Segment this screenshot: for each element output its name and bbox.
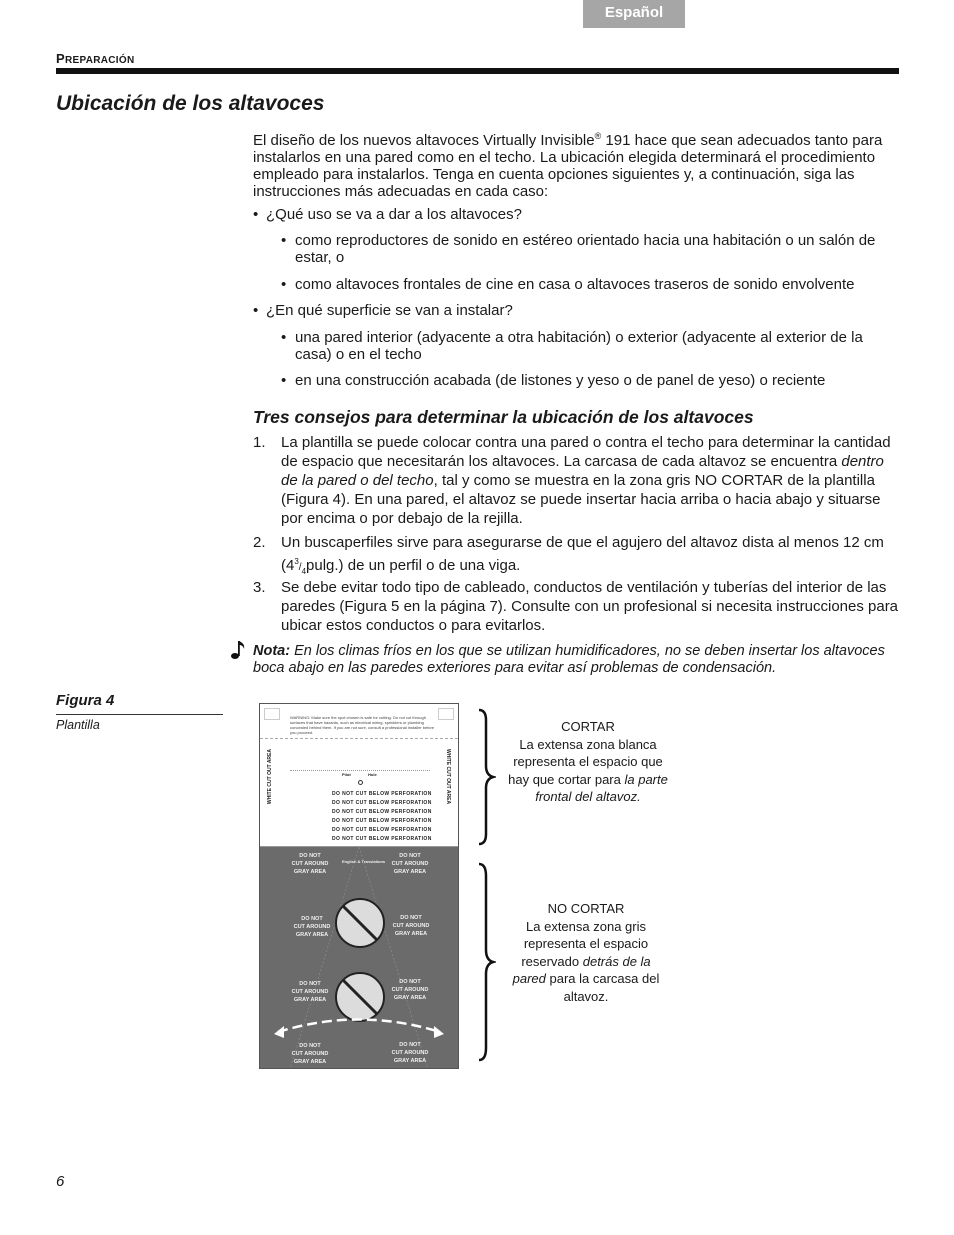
template-warning: WARNING: Make sure the spot chosen is safe for cutting. Do not cut through surfaces that have hazards, such as electrical wiring, sprinklers or plumbing concealed behind them. If you are not sure, consult a professional installer before you proceed. — [290, 715, 435, 735]
step-1-number: 1. — [253, 434, 266, 451]
white-out-area-left: WHITE CUT OUT AREA — [267, 749, 273, 805]
bullet-q2a: • una pared interior (adyacente a otra habitación) o exterior (adyacente al exterior de la casa) o en el techo — [281, 329, 863, 363]
do-not-cut-line: DO NOT CUT BELOW PERFORATION — [332, 818, 432, 824]
language-tab[interactable]: Español — [583, 0, 685, 28]
hole-label: Hole — [368, 772, 377, 777]
white-out-area-right: WHITE CUT OUT AREA — [445, 749, 451, 805]
gray-label-lower-left: DO NOT CUT AROUND GRAY AREA — [291, 981, 329, 1003]
template-brand: English & Translations — [342, 859, 386, 864]
figure-caption: Plantilla — [56, 718, 100, 732]
subheading: Tres consejos para determinar la ubicación de los altavoces — [253, 407, 754, 427]
pilot-label: Pilot — [342, 772, 351, 777]
gray-label-top-left: DO NOT CUT AROUND GRAY AREA — [291, 853, 329, 875]
template-illustration — [259, 703, 459, 1069]
do-not-cut-line: DO NOT CUT BELOW PERFORATION — [332, 809, 432, 815]
gray-label-mid-right: DO NOT CUT AROUND GRAY AREA — [392, 915, 430, 937]
brace-cut-icon — [476, 708, 496, 846]
corner-mark — [264, 708, 280, 720]
do-not-cut-line: DO NOT CUT BELOW PERFORATION — [332, 836, 432, 842]
intro-paragraph: El diseño de los nuevos altavoces Virtually Invisible® 191 hace que sean adecuados tanto para instalarlos en una pared como en el techo. La ubicación elegida determinará el procedimiento empleado para instalarlos. Tenga en cuenta opciones siguientes y, a continuación, siga las instrucciones más adecuadas en cada caso: — [253, 131, 883, 200]
music-note-icon — [230, 640, 246, 660]
step-3-number: 3. — [253, 579, 266, 596]
gray-label-top-right: DO NOT CUT AROUND GRAY AREA — [391, 853, 429, 875]
corner-mark — [438, 708, 454, 720]
callout-cut: CORTAR La extensa zona blanca representa el espacio que hay que cortar para la parte frontal del altavoz. — [508, 719, 668, 804]
figure-title: Figura 4 — [56, 692, 115, 709]
note-text: Nota: En los climas fríos en los que se utilizan humidificadores, no se deben insertar los altavoces boca abajo en las paredes exteriores para evitar así problemas de condensación. — [253, 643, 885, 676]
page-title: Ubicación de los altavoces — [56, 92, 325, 115]
bullet-q2b: • en una construcción acabada (de listones y yeso o de panel de yeso) o reciente — [281, 372, 826, 389]
step-1-text: La plantilla se puede colocar contra una pared o contra el techo para determinar la cantidad de espacio que necesitarán los altavoces. La carcasa de cada altavoz se encuentra dentro de la pared o del techo, tal y como se muestra en la zona gris NO CORTAR de la plantilla (Figura 4). En una pared, el altavoz se puede insertar hacia arriba o hacia abajo y situarse por encima o por debajo de la rejilla. — [281, 434, 891, 527]
brace-nocut-icon — [476, 862, 496, 1062]
do-not-cut-line: DO NOT CUT BELOW PERFORATION — [332, 791, 432, 797]
step-3-text: Se debe evitar todo tipo de cableado, conductos de ventilación y tuberías del interior de las paredes (Figura 5 en la página 7). Consulte con un profesional si necesita instrucciones para ubicar estos conductos o para evitarlos. — [281, 579, 899, 634]
gray-label-lower-right: DO NOT CUT AROUND GRAY AREA — [391, 979, 429, 1001]
figure-rule — [56, 714, 223, 715]
bullet-q1b: • como altavoces frontales de cine en casa o altavoces traseros de sonido envolvente — [281, 276, 855, 293]
gray-label-bottom-right: DO NOT CUT AROUND GRAY AREA — [391, 1042, 429, 1064]
header-rule — [56, 68, 899, 74]
section-label: PREPARACIÓN — [56, 51, 135, 66]
template-gray-area — [260, 847, 458, 1069]
template-gray-graphics — [260, 847, 458, 1069]
perforation-line — [260, 738, 458, 739]
step-2-text: Un buscaperfiles sirve para asegurarse de que el agujero del altavoz dista al menos 12 cm $(4^3/_4pulg.)$ de un perfil o de una viga. — [281, 534, 884, 576]
do-not-cut-line: DO NOT CUT BELOW PERFORATION — [332, 827, 432, 833]
callout-no-cut: NO CORTAR La extensa zona gris representa el espacio reservado detrás de la pared para la carcasa del altavoz. — [512, 901, 660, 1004]
gray-label-mid-left: DO NOT CUT AROUND GRAY AREA — [293, 916, 331, 938]
gray-label-bottom-left: DO NOT CUT AROUND GRAY AREA — [291, 1043, 329, 1065]
bullet-q1a: • como reproductores de sonido en estéreo orientado hacia una habitación o un salón de estar, o — [281, 232, 876, 266]
pilot-hole-mark — [358, 780, 363, 785]
guide-line — [290, 770, 430, 771]
page-number: 6 — [56, 1173, 65, 1190]
template-white-area — [260, 704, 458, 847]
do-not-cut-line: DO NOT CUT BELOW PERFORATION — [332, 800, 432, 806]
step-2-number: 2. — [253, 534, 266, 551]
